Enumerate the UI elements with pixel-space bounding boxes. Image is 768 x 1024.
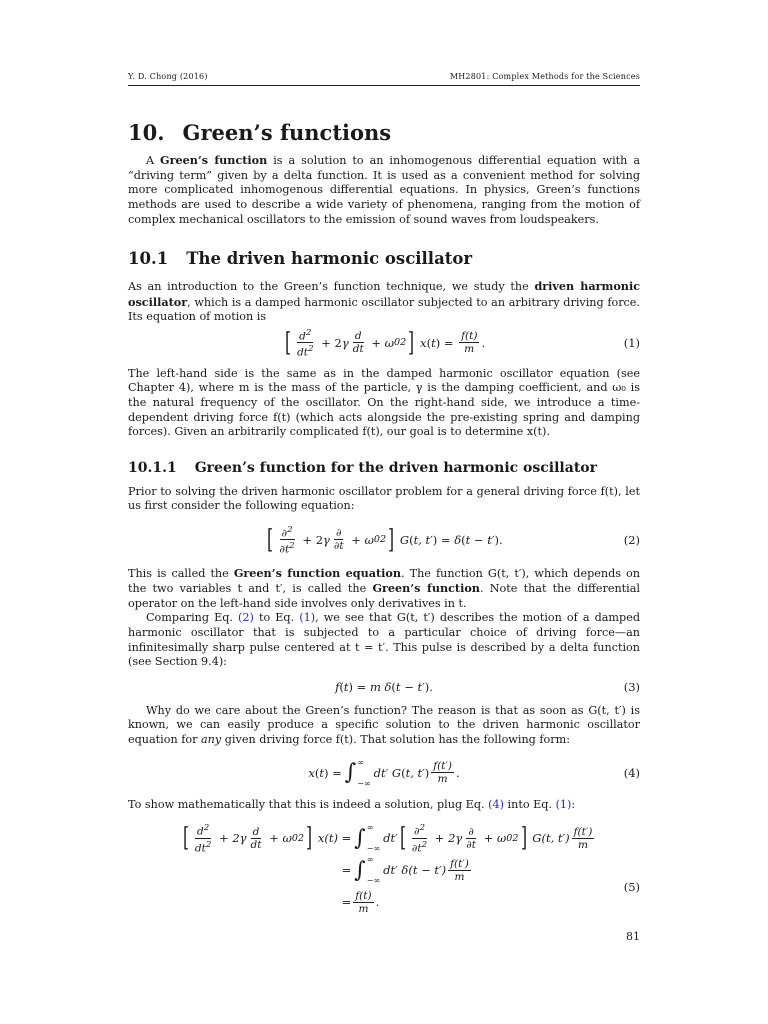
equation-4: x ( t ) = ∫ ∞ −∞ dt′ G ( t, t′ ) $\frac{f(t')}{m}$ . (4) bbox=[308, 757, 640, 788]
section-title: The driven harmonic oscillator bbox=[186, 249, 473, 269]
equation-number: (3) bbox=[623, 679, 640, 694]
equation-link[interactable]: (1) bbox=[555, 797, 572, 811]
equation-link[interactable]: (1) bbox=[299, 611, 316, 625]
chapter-number: 10. bbox=[128, 120, 165, 145]
intro-text-1: A bbox=[146, 154, 161, 168]
p1-text-a: As an introduction to the Green’s function technique, we study the bbox=[128, 279, 535, 293]
subsection-number: 10.1.1 bbox=[128, 459, 177, 476]
header-author: Y. D. Chong (2016) bbox=[128, 72, 208, 81]
paragraph-4 bbox=[128, 566, 640, 612]
p4-text-c: . The function G(t, t′), which depends on the two variables t and t′, is called the bbox=[128, 566, 641, 596]
subsection-heading bbox=[128, 460, 640, 477]
intro-term: Green’s function bbox=[160, 153, 268, 168]
p7-text-a: To show mathematically that this is indeed a solution, plug Eq. bbox=[128, 797, 489, 811]
p5-text-a: Comparing Eq. bbox=[146, 611, 239, 625]
p1-text-c: , which is a damped harmonic oscillator subjected to an arbitrary driving force. Its equation of motion is bbox=[128, 295, 640, 324]
page-content bbox=[128, 72, 640, 928]
p4-term-2: Green’s function bbox=[372, 581, 480, 596]
equation-5 bbox=[128, 822, 640, 918]
p4-text-a: This is called the bbox=[128, 566, 234, 580]
paragraph-2: The left-hand side is the same as in the damped harmonic oscillator equation (see Chapter 4), where m is the mass of the particle, γ is the damping coefficient, and ω₀ is the natural frequency of the oscillator. On the right-hand side, we introduce a time-dependent driving force f(t) (which acts alongside the pre-existing spring and damping forces). Given an arbitrarily complicated f(t), our goal is to determine x(t). bbox=[128, 366, 640, 439]
equation-3: f ( t ) = m δ ( t − t′ ). (3) bbox=[335, 679, 640, 694]
paragraph-7 bbox=[128, 798, 640, 813]
section-number: 10.1 bbox=[128, 249, 169, 269]
p6-text-b: given driving force f(t). That solution has the following form: bbox=[221, 733, 570, 747]
running-header bbox=[128, 72, 640, 86]
equation-2: [ $\frac{\partial^2}{\partial t^2}$ + 2 γ $\frac{\partial}{\partial t}$ + ω 0 2 ] G ( t, t′ ) = δ ( t − t′ ). (2) bbox=[267, 524, 640, 556]
paragraph-5 bbox=[128, 611, 640, 669]
equation-link[interactable]: (4) bbox=[488, 797, 504, 811]
subsection-title: Green’s function for the driven harmonic oscillator bbox=[194, 459, 597, 476]
p7-text-c: : bbox=[571, 797, 576, 811]
p7-text-b: into Eq. bbox=[503, 797, 556, 811]
equation-number: (1) bbox=[623, 335, 640, 350]
section-heading bbox=[128, 249, 640, 269]
page-number: 81 bbox=[626, 930, 640, 943]
equation-5-line-3: = $\frac{f(t)}{m}$ . bbox=[338, 889, 380, 915]
paragraph-1 bbox=[128, 279, 640, 325]
equation-5-line-1: [ $\frac{d^2}{dt^2}$ + 2 γ $\frac{d}{dt}$ + ω 0 2 ] x ( t ) = ∫ ∞ −∞ dt′ [ $\frac{\partial^2}{\partial t^2}$ + 2 γ $\frac{\partial}{\partial t}$ + ω 0 2 ] G ( t, t′ ) $\frac{f(t')}{m}$ bbox=[182, 823, 593, 855]
p4-text-e: . Note that the differential operator on the left-hand side involves only derivatives in t. bbox=[128, 582, 641, 610]
p5-text-c: , we see that G(t, t′) describes the motion of a damped harmonic oscillator that is subjected to a particular choice of driving force—an infinitesimally sharp pulse centered at t = t′. This pulse is described by a delta function (see Section 9.4): bbox=[128, 611, 640, 669]
header-course: MH2801: Complex Methods for the Sciences bbox=[449, 72, 640, 81]
p4-term-1: Green’s function equation bbox=[233, 565, 401, 580]
p5-text-b: to Eq. bbox=[253, 611, 300, 625]
equation-number: (4) bbox=[623, 765, 640, 780]
chapter-title bbox=[128, 120, 640, 145]
p6-text-a: Why do we care about the Green’s function? The reason is that as soon as G(t, t′) is known, we can easily produce a specific solution to the driven harmonic oscillator equation for bbox=[128, 703, 640, 747]
paragraph-3: Prior to solving the driven harmonic oscillator problem for a general driving force f(t), let us first consider the following equation: bbox=[128, 484, 640, 513]
chapter-title-text: Green’s functions bbox=[182, 120, 392, 145]
equation-number: (5) bbox=[623, 880, 640, 895]
p6-emphasis: any bbox=[201, 733, 222, 747]
equation-link[interactable]: (2) bbox=[238, 611, 254, 625]
equation-5-line-2: = ∫ ∞ −∞ dt′ δ ( t − t′ ) $\frac{f(t')}{m}$ bbox=[338, 855, 469, 886]
equation-number: (2) bbox=[623, 532, 640, 547]
p1-term: driven harmonic oscillator bbox=[128, 278, 641, 309]
equation-1: [ $\frac{d^2}{dt^2}$ + 2 γ $\frac{d}{dt}$ + ω 0 2 ] x ( t ) = $\frac{f(t)}{m}$ . (1) bbox=[284, 327, 640, 359]
intro-paragraph bbox=[128, 153, 640, 227]
paragraph-6 bbox=[128, 704, 640, 748]
intro-text-2: is a solution to an inhomogenous differential equation with a “driving term” given by a delta function. It is used as a convenient method for solving more complicated inhomogenous differential equations. In physics, Green’s functions methods are used to describe a wide variety of phenomena, ranging from the motion of complex mechanical oscillators to the emission of sound waves from loudspeakers. bbox=[128, 154, 640, 226]
